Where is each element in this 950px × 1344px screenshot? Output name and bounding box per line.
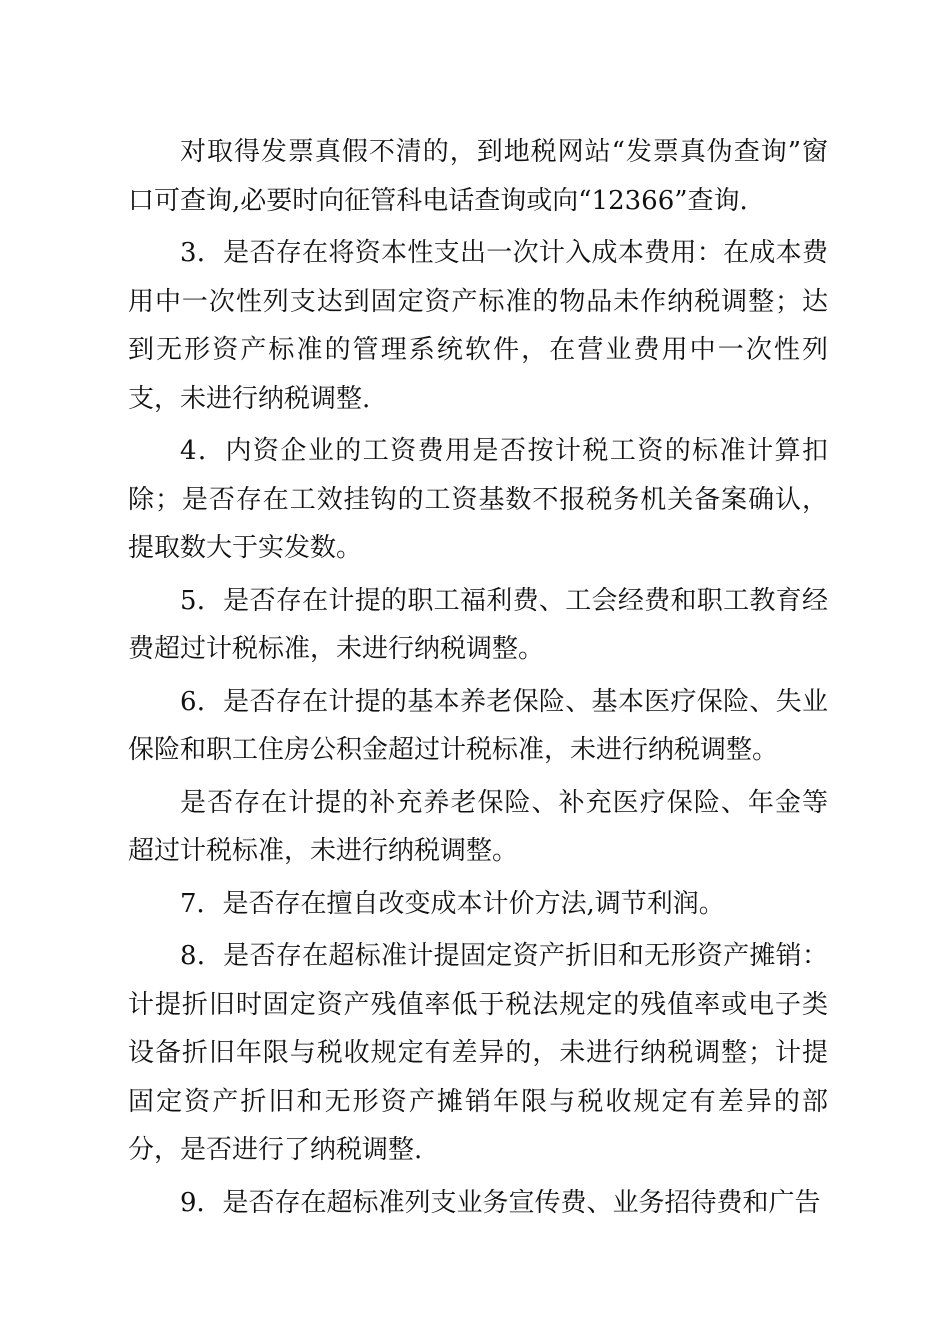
paragraph-item-8: 8．是否存在超标准计提固定资产折旧和无形资产摊销：计提折旧时固定资产残值率低于税法规定的残值率或电子类设备折旧年限与税收规定有差异的，未进行纳税调整；计提固定资产折旧和无形资产摊销年限与税收规定有差异的部分，是否进行了纳税调整.: [128, 941, 828, 1165]
paragraph-item-9: 9．是否存在超标准列支业务宣传费、业务招待费和广告: [180, 1187, 821, 1218]
paragraph-item-5: 5．是否存在计提的职工福利费、工会经费和职工教育经费超过计税标准，未进行纳税调整。: [128, 585, 828, 664]
paragraph-item-6: 6．是否存在计提的基本养老保险、基本医疗保险、失业保险和职工住房公积金超过计税标准，未进行纳税调整。: [128, 686, 828, 765]
paragraph-item-6-supplement: 是否存在计提的补充养老保险、补充医疗保险、年金等超过计税标准，未进行纳税调整。: [128, 787, 828, 866]
paragraph-item-4: 4．内资企业的工资费用是否按计税工资的标准计算扣除；是否存在工效挂钩的工资基数不报税务机关备案确认，提取数大于实发数。: [128, 436, 828, 563]
paragraph-item-3: 3．是否存在将资本性支出一次计入成本费用：在成本费用中一次性列支达到固定资产标准的物品未作纳税调整；达到无形资产标准的管理系统软件，在营业费用中一次性列支，未进行纳税调整.: [128, 238, 828, 414]
paragraph-item-7: 7．是否存在擅自改变成本计价方法,调节利润。: [180, 888, 725, 919]
paragraph-invoice-verification: 对取得发票真假不清的，到地税网站“发票真伪查询”窗口可查询,必要时向征管科电话查询或向“12366”查询.: [128, 137, 828, 216]
document-body: [128, 128, 828, 1231]
